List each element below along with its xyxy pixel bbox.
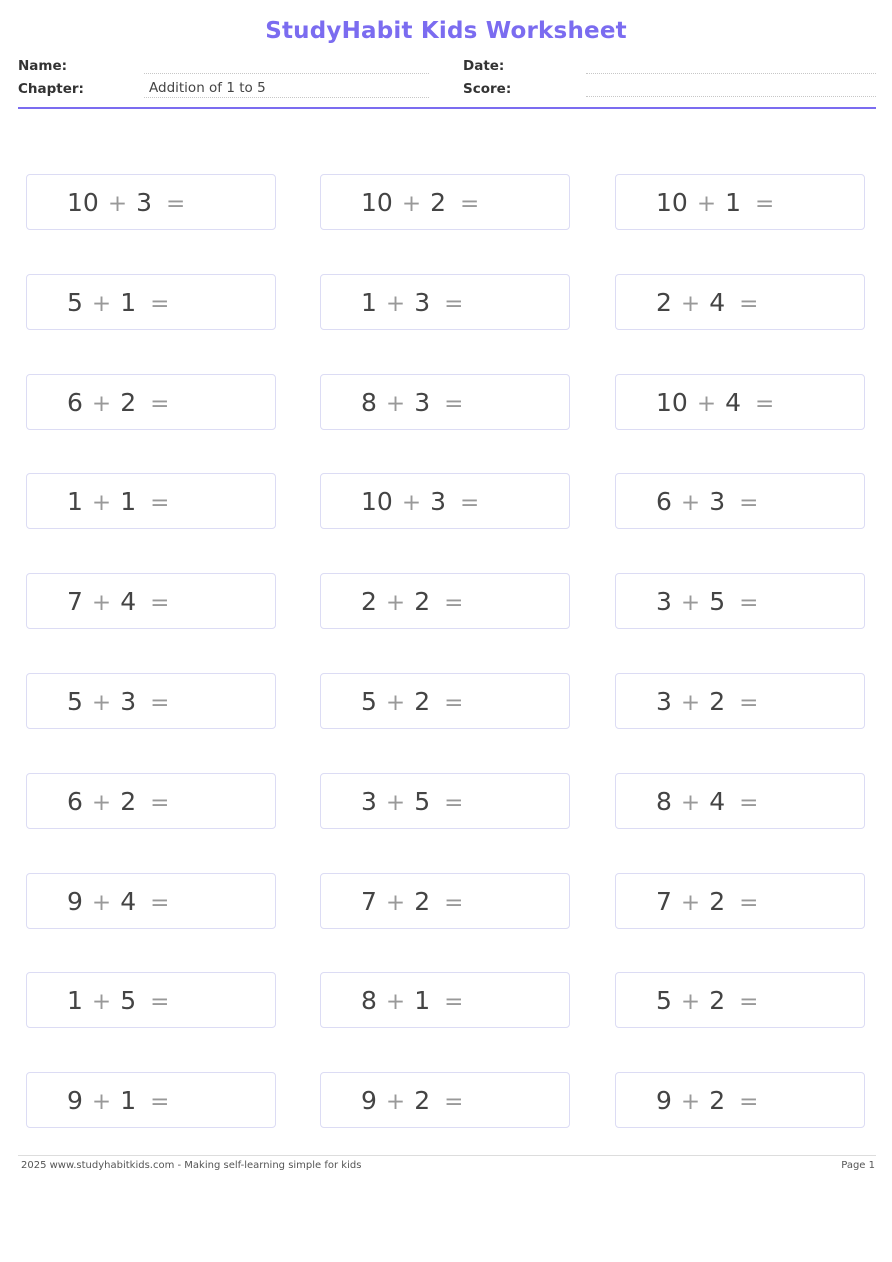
problem-box [615, 174, 865, 230]
equals-sign: = [150, 590, 170, 616]
plus-sign: + [385, 890, 406, 916]
problem-expression [67, 874, 169, 930]
worksheet-title: StudyHabit Kids Worksheet [265, 18, 627, 44]
equals-sign: = [166, 191, 186, 217]
second-addend: 3 [414, 388, 431, 417]
problem-expression [67, 973, 169, 1029]
equals-sign: = [444, 989, 464, 1015]
problem-expression [67, 1073, 169, 1129]
footer-divider [18, 1155, 876, 1156]
problem-expression [361, 1073, 463, 1129]
problem-box [615, 673, 865, 729]
equals-sign: = [150, 490, 170, 516]
plus-sign: + [680, 890, 701, 916]
score-field[interactable] [586, 79, 876, 97]
first-addend: 7 [656, 887, 672, 916]
equals-sign: = [755, 191, 775, 217]
second-addend: 2 [709, 687, 726, 716]
second-addend: 2 [414, 587, 431, 616]
problem-box [26, 473, 276, 529]
problem-expression [67, 674, 169, 730]
header-divider [18, 107, 876, 109]
first-addend: 10 [67, 188, 99, 217]
equals-sign: = [150, 790, 170, 816]
problem-box [26, 873, 276, 929]
plus-sign: + [680, 490, 701, 516]
first-addend: 10 [361, 188, 393, 217]
second-addend: 5 [120, 986, 137, 1015]
second-addend: 4 [120, 587, 137, 616]
problem-expression [67, 375, 169, 431]
second-addend: 5 [414, 787, 431, 816]
problem-box [320, 473, 570, 529]
plus-sign: + [91, 590, 112, 616]
second-addend: 1 [120, 487, 137, 516]
plus-sign: + [696, 191, 717, 217]
problem-box [26, 573, 276, 629]
plus-sign: + [401, 191, 422, 217]
second-addend: 2 [709, 887, 726, 916]
second-addend: 3 [430, 487, 446, 516]
second-addend: 5 [709, 587, 726, 616]
problem-expression [656, 175, 774, 231]
problem-box [26, 673, 276, 729]
first-addend: 6 [67, 388, 83, 417]
problem-box [320, 972, 570, 1028]
first-addend: 1 [67, 487, 83, 516]
first-addend: 5 [656, 986, 672, 1015]
equals-sign: = [150, 989, 170, 1015]
footer-copyright: 2025 www.studyhabitkids.com - Making self-learning simple for kids [21, 1160, 362, 1171]
first-addend: 2 [656, 288, 672, 317]
second-addend: 2 [120, 388, 137, 417]
plus-sign: + [385, 1089, 406, 1115]
problem-box [320, 573, 570, 629]
plus-sign: + [385, 291, 406, 317]
second-addend: 3 [709, 487, 726, 516]
problem-expression [361, 275, 463, 331]
second-addend: 2 [414, 1086, 431, 1115]
first-addend: 6 [67, 787, 83, 816]
plus-sign: + [91, 291, 112, 317]
plus-sign: + [385, 690, 406, 716]
second-addend: 2 [430, 188, 446, 217]
problem-box [615, 374, 865, 430]
equals-sign: = [739, 291, 759, 317]
plus-sign: + [680, 690, 701, 716]
equals-sign: = [739, 1089, 759, 1115]
equals-sign: = [739, 490, 759, 516]
problem-expression [67, 574, 169, 630]
first-addend: 3 [361, 787, 377, 816]
name-date-row [18, 58, 876, 78]
second-addend: 1 [120, 1086, 137, 1115]
problem-expression [361, 973, 463, 1029]
date-field[interactable] [586, 56, 876, 74]
first-addend: 7 [67, 587, 83, 616]
problem-box [26, 374, 276, 430]
problem-box [320, 174, 570, 230]
second-addend: 2 [414, 887, 431, 916]
equals-sign: = [150, 890, 170, 916]
problem-box [615, 1072, 865, 1128]
name-field[interactable] [144, 56, 429, 74]
equals-sign: = [150, 1089, 170, 1115]
second-addend: 4 [709, 288, 726, 317]
problem-expression [361, 574, 463, 630]
second-addend: 2 [709, 1086, 726, 1115]
problem-expression [656, 574, 758, 630]
second-addend: 4 [725, 388, 741, 417]
second-addend: 1 [725, 188, 741, 217]
problem-box [26, 972, 276, 1028]
problem-expression [67, 774, 169, 830]
second-addend: 3 [120, 687, 137, 716]
first-addend: 8 [656, 787, 672, 816]
problem-box [26, 1072, 276, 1128]
equals-sign: = [444, 391, 464, 417]
problem-box [320, 773, 570, 829]
first-addend: 3 [656, 687, 672, 716]
plus-sign: + [107, 191, 128, 217]
problem-box [320, 1072, 570, 1128]
problem-box [615, 573, 865, 629]
plus-sign: + [680, 1089, 701, 1115]
equals-sign: = [444, 790, 464, 816]
problem-expression [656, 674, 758, 730]
plus-sign: + [680, 989, 701, 1015]
problem-box [320, 873, 570, 929]
first-addend: 7 [361, 887, 377, 916]
plus-sign: + [401, 490, 422, 516]
first-addend: 8 [361, 388, 377, 417]
plus-sign: + [696, 391, 717, 417]
second-addend: 1 [120, 288, 137, 317]
first-addend: 10 [656, 188, 688, 217]
problem-expression [656, 474, 758, 530]
problem-expression [656, 973, 758, 1029]
equals-sign: = [150, 391, 170, 417]
chapter-label: Chapter: [18, 81, 84, 97]
problem-grid [26, 174, 868, 1130]
equals-sign: = [444, 291, 464, 317]
problem-expression [67, 275, 169, 331]
chapter-score-row [18, 81, 876, 101]
equals-sign: = [739, 890, 759, 916]
name-label: Name: [18, 58, 68, 74]
second-addend: 2 [120, 787, 137, 816]
first-addend: 5 [361, 687, 377, 716]
first-addend: 9 [67, 1086, 83, 1115]
plus-sign: + [680, 790, 701, 816]
plus-sign: + [91, 989, 112, 1015]
plus-sign: + [91, 790, 112, 816]
second-addend: 3 [136, 188, 152, 217]
first-addend: 9 [656, 1086, 672, 1115]
problem-expression [361, 774, 463, 830]
problem-expression [656, 275, 758, 331]
plus-sign: + [91, 490, 112, 516]
plus-sign: + [680, 590, 701, 616]
equals-sign: = [755, 391, 775, 417]
first-addend: 2 [361, 587, 377, 616]
first-addend: 3 [656, 587, 672, 616]
equals-sign: = [444, 1089, 464, 1115]
first-addend: 9 [67, 887, 83, 916]
second-addend: 4 [709, 787, 726, 816]
problem-box [615, 473, 865, 529]
chapter-field[interactable]: Addition of 1 to 5 [144, 80, 429, 98]
equals-sign: = [460, 191, 480, 217]
first-addend: 10 [656, 388, 688, 417]
plus-sign: + [680, 291, 701, 317]
equals-sign: = [444, 890, 464, 916]
problem-expression [361, 874, 463, 930]
problem-expression [656, 375, 774, 431]
problem-expression [656, 1073, 758, 1129]
plus-sign: + [385, 391, 406, 417]
problem-box [320, 374, 570, 430]
first-addend: 10 [361, 487, 393, 516]
first-addend: 1 [361, 288, 377, 317]
problem-box [320, 274, 570, 330]
problem-box [320, 673, 570, 729]
score-label: Score: [463, 81, 512, 97]
plus-sign: + [91, 890, 112, 916]
second-addend: 3 [414, 288, 431, 317]
equals-sign: = [150, 291, 170, 317]
problem-box [615, 873, 865, 929]
problem-box [615, 972, 865, 1028]
problem-box [615, 274, 865, 330]
first-addend: 9 [361, 1086, 377, 1115]
plus-sign: + [91, 1089, 112, 1115]
problem-box [615, 773, 865, 829]
second-addend: 4 [120, 887, 137, 916]
problem-expression [361, 375, 463, 431]
problem-expression [656, 774, 758, 830]
footer-page-number: Page 1 [841, 1160, 875, 1171]
equals-sign: = [444, 690, 464, 716]
equals-sign: = [444, 590, 464, 616]
problem-expression [656, 874, 758, 930]
plus-sign: + [385, 590, 406, 616]
problem-expression [67, 474, 169, 530]
problem-box [26, 773, 276, 829]
plus-sign: + [91, 391, 112, 417]
problem-expression [361, 674, 463, 730]
second-addend: 2 [414, 687, 431, 716]
problem-expression [67, 175, 185, 231]
problem-box [26, 274, 276, 330]
problem-expression [361, 175, 479, 231]
equals-sign: = [739, 790, 759, 816]
second-addend: 1 [414, 986, 431, 1015]
second-addend: 2 [709, 986, 726, 1015]
equals-sign: = [150, 690, 170, 716]
date-label: Date: [463, 58, 505, 74]
plus-sign: + [91, 690, 112, 716]
plus-sign: + [385, 790, 406, 816]
equals-sign: = [739, 690, 759, 716]
equals-sign: = [460, 490, 480, 516]
problem-expression [361, 474, 479, 530]
first-addend: 5 [67, 687, 83, 716]
first-addend: 8 [361, 986, 377, 1015]
first-addend: 1 [67, 986, 83, 1015]
equals-sign: = [739, 590, 759, 616]
equals-sign: = [739, 989, 759, 1015]
plus-sign: + [385, 989, 406, 1015]
problem-box [26, 174, 276, 230]
first-addend: 6 [656, 487, 672, 516]
first-addend: 5 [67, 288, 83, 317]
